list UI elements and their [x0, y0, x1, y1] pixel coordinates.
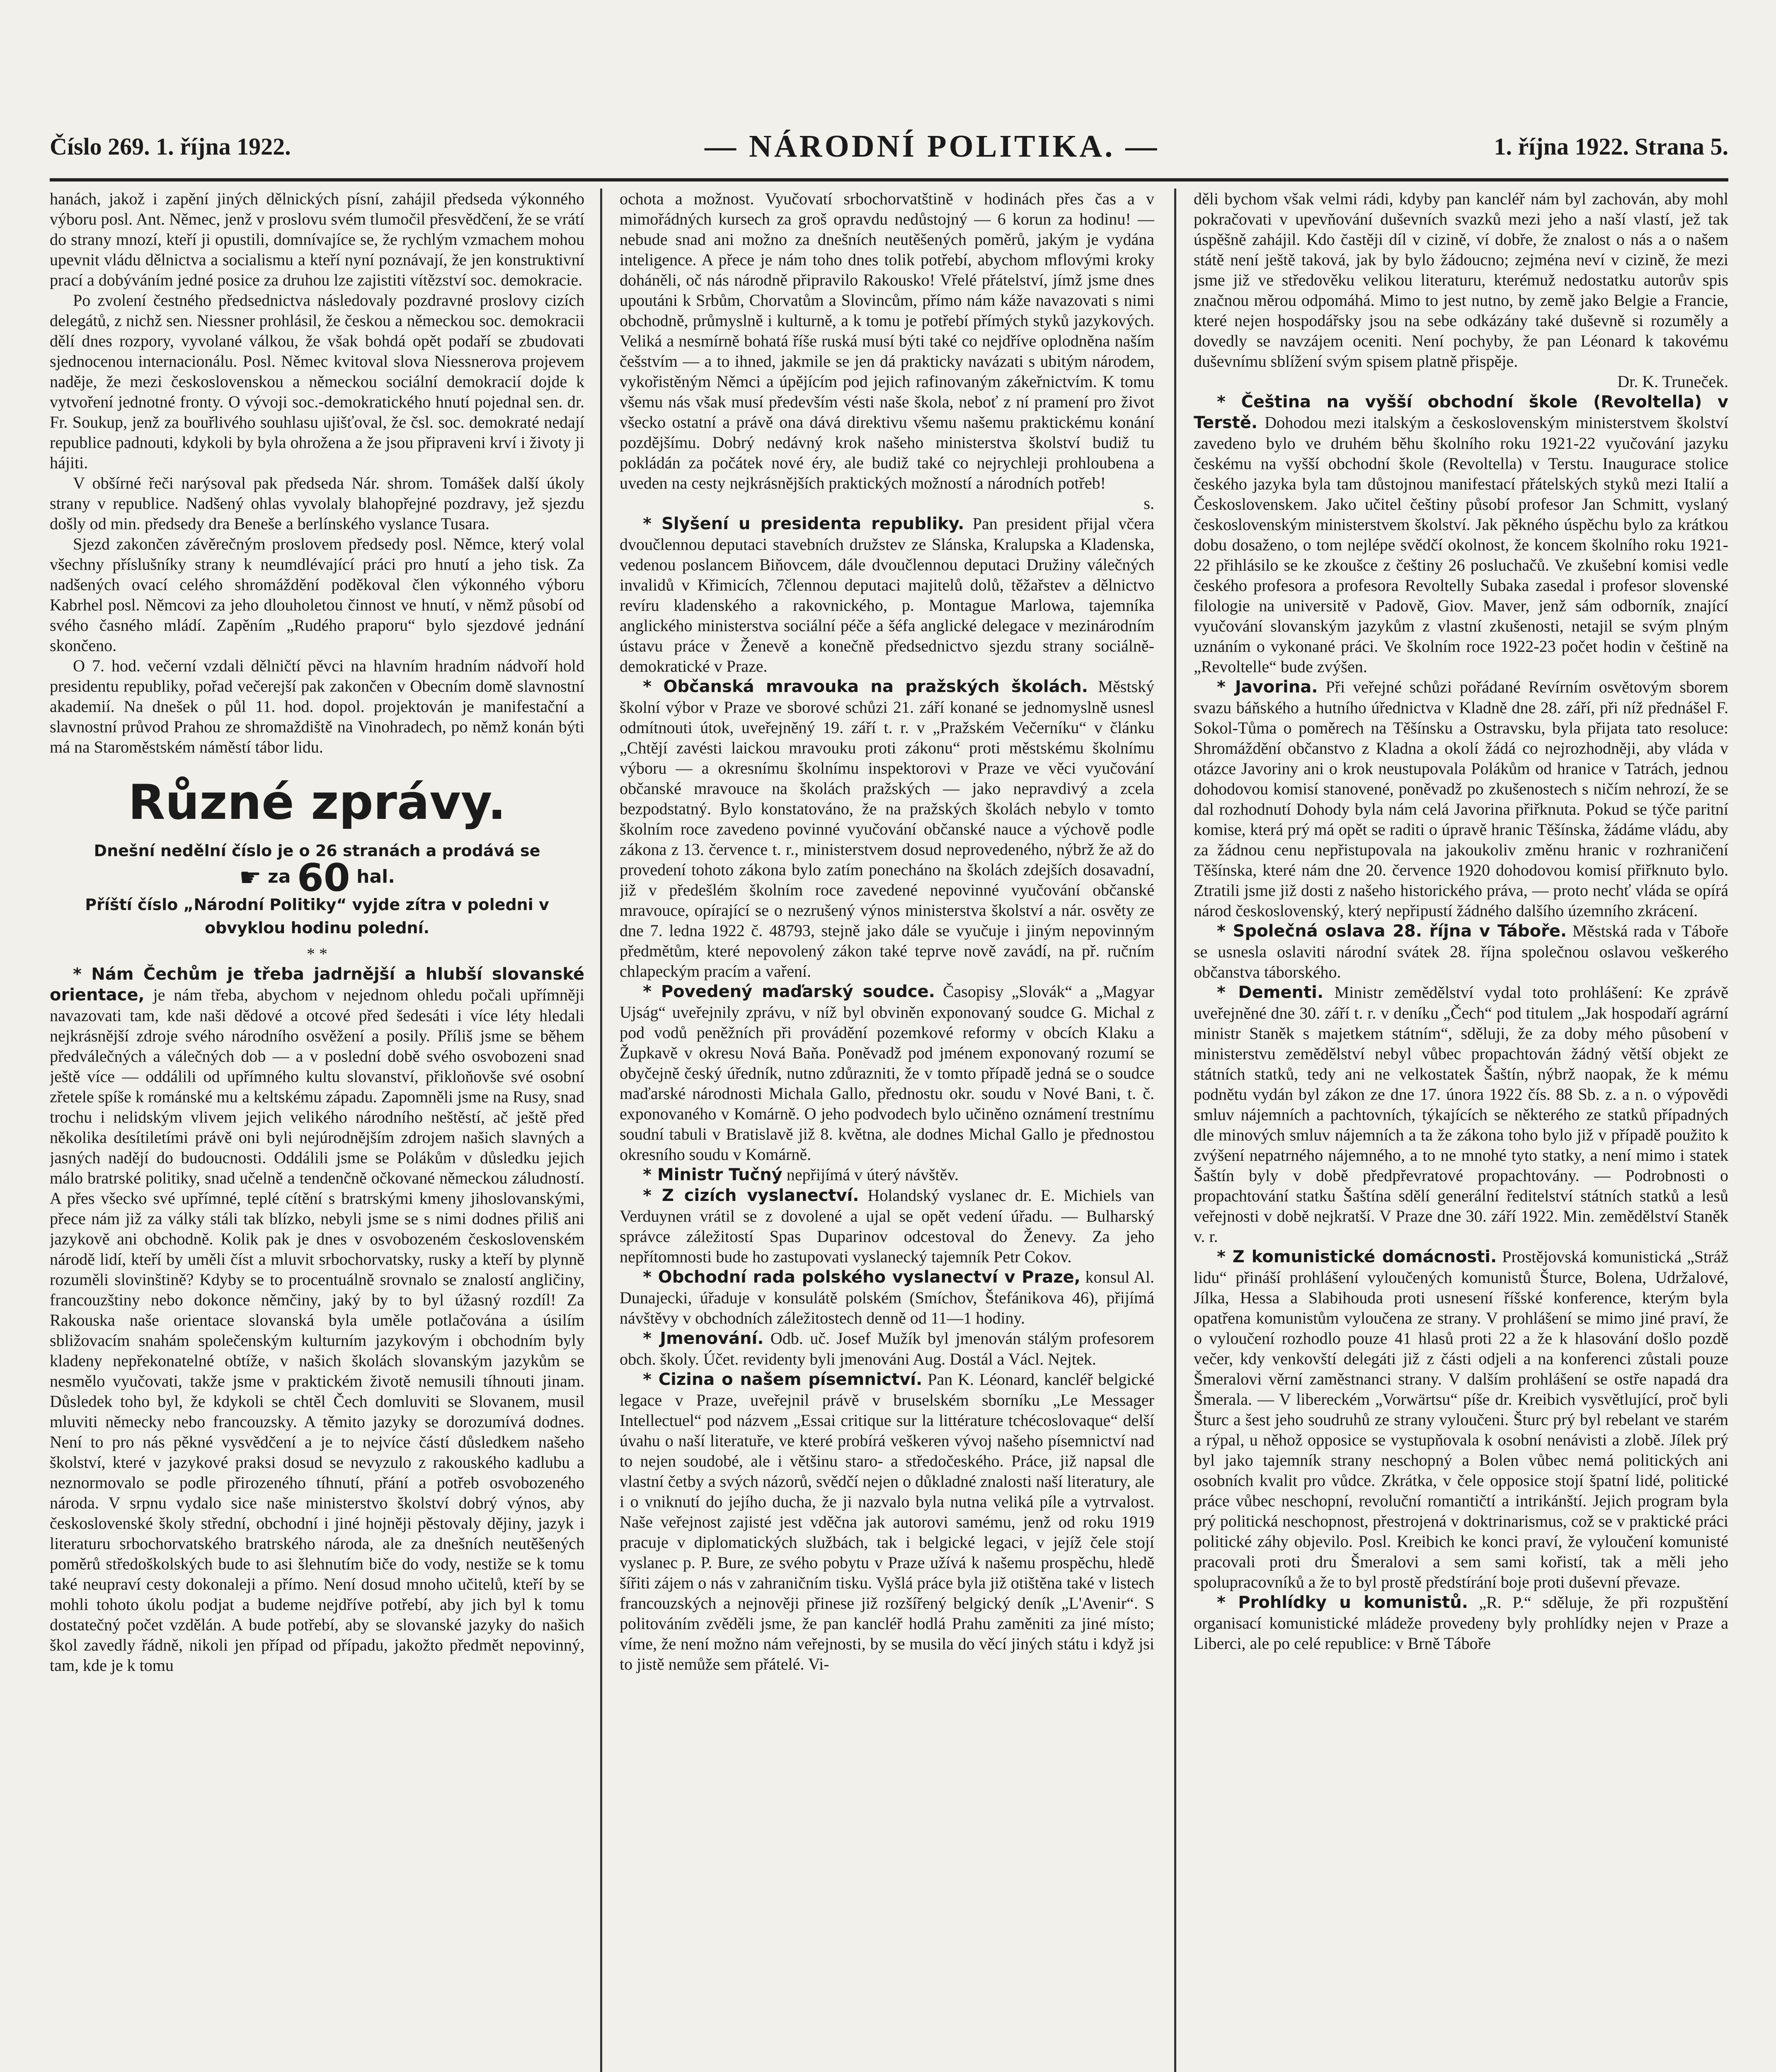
news-body: Dohodou mezi italským a československým ministerstvem školství zavedeno bylo ve druhém běhu školního roku 1921-22 vyučování jazyku českému na vyšší obchodní škole (Revoltella) v Terstu. Inaugurace stolice českého jazyka byla tam důstojnou manifestací přátelských styků mezi Italií a Československem. Jako učitel češtiny působí profesor Jan Schmitt, vyslaný československým ministerstvem školství. Jak pěkného úspěchu bylo za krátkou dobu dosaženo, o tom nejlépe svědčí okolnost, že koncem školního roku 1921-22 přihlásilo se ke zkoušce z češtiny 26 posluchačů. Ve zkušební komisi vedle českého profesora a profesora Revoltelly Subaka zasedal i profesor slovenské filologie na universitě v Padově, Giov. Maver, jenž sám odborník, znající vyučování slovanským jazykům z vlastní zkušenosti, netajil se svým plným uznáním o vykonané práci. Ve školním roce 1922-23 počet hodin v češtině na „Revoltelle“ bude zvýšen.: [1194, 413, 1728, 676]
news-body: Časopisy „Slovák“ a „Magyar Ujság“ uveřejnily zprávu, v níž byl obviněn exponovaný soudce G. Michal z pod vodů peněžních při provádění pozemkové reformy v obcích Klaku a Župkavě v okresu Nová Baňa. Poněvadž pod jménem exponovaný rozumí se obyčejně český úředník, nutno zdůrazniti, že v tomto případě jedná se o soudce maďarské národnosti Michala Gallo, přednostu okr. soudu v Nové Bani, t. č. exponovaného v Komárně. O jeho podvodech bylo učiněno oznámení trestnímu soudní tabuli v Bratislavě již 8. května, ale dodnes Michal Gallo je přednostou okresního soudu v Komárně.: [620, 982, 1154, 1164]
news-lead: * Ministr Tučný: [643, 1165, 783, 1184]
news-lead: * Povedený maďarský soudce.: [643, 982, 935, 1001]
masthead: — NÁRODNÍ POLITIKA. —: [705, 129, 1160, 164]
price-prefix: za: [268, 866, 291, 887]
separator: * *: [307, 944, 327, 963]
news-lead: * Z komunistické domácnosti.: [1217, 1247, 1497, 1266]
news-item: [620, 676, 1154, 981]
news-lead: * Nám Čechům je třeba jadrnější a hlubší slovanské orientace,: [50, 964, 584, 1005]
news-body: Při veřejné schůzi pořádané Revírním osvětovým sborem svazu báňského a hutního úřednictva v Kladně dne 28. září, při níž přednášel F. Sokol-Tůma o poměrech na Těšínsku a Ostravsku, byla přijata tato resoluce: Shromáždění občanstvo z Kladna a okolí žádá co nejrozhodněji, aby vláda v otázce Javoriny ani o krok neustupovala Polákům od hranice v Tatrách, jednou dohodovou komisí stanovené, poněvadž po zkušenostech s ničím nehrozí, že se dal rozhodnutí Dohody byla nám celá Javorina přiřknuta. Pokud se týče paritní komise, která prý má opět se raditi o úpravě hranic Těšínska, žádáme vládu, aby za žádnou cenu nepřistupovala na jakoukoliv změnu hranic v rozhraničení Těšínska, které nám dne 20. července 1920 dohodovou komisí přiřknuto bylo. Ztratili jsme již dosti z našeho historického práva, — proto nechť vláda se opírá národ československý, který nepřipustí žádného dalšího územního zkrácení.: [1194, 678, 1728, 920]
price-line: [50, 855, 584, 900]
article-paragraph: ochota a možnost. Vyučovatí srbochorvatštině v hodinách přes čas a v mimořádných kursech za groš opravdu nedůstojný — 6 korun za hodinu! — nebude snad ani možno za dnešních neutěšených poměrů, jakým je vydána inteligence. A přece je nám toho dnes tolik potřebí, abychom mflovými kroky doháněli, oč nás národně připravilo Rakousko! Vřelé přátelství, jímž jsme dnes upoutáni k Srbům, Chorvatům a Slovincům, přímo nám káže navazovati s nimi obchodně, průmyslně i kulturně, a k tomu je potřebí přímých styků jazykových. Veliká a nesmírně bohatá říše ruská musí býti také co nejdříve oplodněna naším češstvím — a to ihned, jakmile se jen dá prakticky navázati s ubitým národem, vykořistěným Němci a úpějícím pod jejich rafinovaným zákeřnictvím. K tomu všemu nás však musí především vésti naše škola, neboť z ní pramení pro život všecko ostatní a právě ona dává direktivu všemu našemu praktickému konání pozdějšímu. Dobrý nedávný krok našeho ministerstva školství budiž tu pokládán za počátek nové éry, ale budiž také co nejrychleji prohloubena a uveden na cesty nejkrásnějších praktických možností a národních potřeb!: [620, 189, 1154, 492]
column-2: [620, 189, 1154, 2072]
article-paragraph: Sjezd zakončen závěrečným proslovem předsedy posl. Němce, který volal všechny příslušníky strany k neumdlévající práci pro hnutí a jeho tisk. Za nadšených ovací celého shromáždění poděkoval člen výkonného výboru Kabrhel posl. Němcovi za jeho dlouholetou činnost ve hnutí, v němž působí od svého časného mládí. Zapěním „Rudého praporu“ bylo sjezdové jednání skončeno.: [50, 535, 584, 655]
news-body: Městský školní výbor v Praze ve sborové schůzi 21. září konané se jednomyslně usnesl odmítnouti útok, uveřejněný 19. září t. r. v „Pražském Večerníku“ v článku „Chtějí zavésti laickou mravouku proti zákonu“ proti městskému školnímu výboru — a okresnímu školnímu inspektorovi v Praze ve věci vyučování občanské mravouce na školách pražských — jako nepravdivý a zcela bezpodstatný. Bylo konstatováno, že na pražských školách nebylo v tomto školním roce zavedeno povinné vyučování občanské nauce a výchově podle zákona z 13. července t. r., ministerstvem dosud neprovedeného, nýbrž že až do provedení tohoto zákona bylo zatím ponecháno na školách zdejších dosavadní, již v předešlém školním roce zavedené nepovinné vyučování občanské mravouce, opírající se o nezrušený výnos ministerstva školství a nár. osvěty ze dne 7. ledna 1922 č. 48793, stejně jako dále se vyučuje i jiným nepovinným předmětům, které nepovolený zákon také teprve nově zavádí, na př. ručním chlapeckým pracím a vaření.: [620, 677, 1154, 980]
article-paragraph: Po zvolení čestného předsednictva následovaly pozdravné proslovy cizích delegátů, z nichž sen. Niessner prohlásil, že českou a německou soc. demokracii dělí dnes rozpory, vyvolané válkou, že však bohdá opět podaří se zbudovati sjednocenou internacionálu. Posl. Němec kvitoval slova Niessnerova projevem naděje, že mezi československou a německou sociální demokracií dojde k vytvoření jednotné fronty. O vývoji soc.-demokratického hnutí pojednal sen. dr. Fr. Soukup, jenž za bouřlivého souhlasu ujišťoval, že čsl. soc. demokraté nedají republice padnouti, kdykoli by byla ohrožena a že jsou připraveni krví i životy ji hájiti.: [50, 291, 584, 472]
news-lead: * Javorina.: [1217, 678, 1318, 697]
news-lead: * Z cizích vyslanectví.: [643, 1186, 859, 1205]
news-item: [1194, 921, 1728, 982]
article-columns: [50, 189, 1728, 2072]
article-paragraph: V obšírné řeči narýsoval pak předseda Nár. shrom. Tomášek další úkoly strany v republice. Nadšený ohlas vyvolaly blahopřejné pozdravy, jež sjezdu došly od min. předsedy dra Beneše a berlínského vyslance Tusara.: [50, 474, 584, 533]
news-item: [620, 1267, 1154, 1328]
news-lead: * Občanská mravouka na pražských školách.: [643, 677, 1088, 696]
edition-notice: Dnešní nedělní číslo je o 26 stranách a prodává se: [94, 842, 540, 860]
article-paragraph: hanách, jakož i zapění jiných dělnických písní, zahájil předseda výkonného výboru posl. Ant. Němec, jenž v proslovu svém tlumočil přesvědčení, že se vrátí do strany mnozí, kteří ji opustili, domnívajíce se, že rychlým vzmachem mohou upevnit vládu dělnictva a socialismu a kteří nyní poznávají, že jen konstruktivní prací a dobýváním jedné posice za druhou lze zajistiti vítězství soc. demokracie.: [50, 189, 584, 289]
news-item: [1194, 392, 1728, 677]
news-body: Prostějovská komunistická „Stráž lidu“ přináší prohlášení vyloučených komunistů Šturce, Bolena, Udržalové, Jílka, Hessa a Slabihouda proti usnesení říšské konference, kterým byla opatřena komunistům vyloučena ze strany. V prohlášení se mimo jiné praví, že o vyloučení rozhodlo pouze 41 hlasů proti 22 a že k hlasování došlo pozdě večer, kdy venkovští delegáti již z části odjeli a na konferenci zůstali pouze Šmeralovi věrní zaměstnanci strany. V dalším prohlášení se ostře napadá dra Šmerala. — V libereckém „Vorwärtsu“ píše dr. Kreibich vysvětlující, proč byli Šturc a šest jeho soudruhů ze strany vyloučeni. Šturc prý byl rebelant ve starém a rýpal, u něhož opposice se vystupňovala k osobní nenávisti a zlobě. Jílek prý byl jako tajemník strany neschopný a Bolen vůbec nemá politických ani osobních kvalit pro vůdce. Zkrátka, v čele opposice stojí špatní lidé, politické práce vůbec neschopní, revoluční romantičtí a intrikánští. Jejich program byla prý politická neschopnost, přestrojená v doktrinarismus, což se v praktické práci politické záhy objevilo. Posl. Kreibich ke konci praví, že vyloučení komunisté pracovali proti dru Šmeralovi a sem sami kořistí, tak a měli jeho spolupracovníků a že to byl prostě předstírání boje proti duševní převaze.: [1194, 1247, 1728, 1591]
news-item: [50, 964, 584, 1675]
news-item: [620, 1185, 1154, 1267]
news-body: konsul Al. Dunajecki, úřaduje v konsulátě polském (Smíchov, Štefánikova 46), přijímá návštěvy v obchodních záležitostech denně od 11—1 hodiny.: [620, 1268, 1154, 1327]
news-item: [620, 513, 1154, 676]
column-3: [1194, 189, 1728, 2072]
price-suffix: hal.: [356, 866, 395, 887]
article-paragraph: děli bychom však velmi rádi, kdyby pan kancléř nám byl zachován, aby mohl pokračovati v upevňování duševních svazků mezi jeho a naší vlastí, jež tak úspěšně zahájil. Kdo častěji díl v cizině, ví dobře, že znalost o nás a o našem státě není ještě taková, jak by bylo žádoucno; zejména neví v cizině, že mezi jsme již ve středověku velikou literaturu, kterémuž nedostatku autorův spis značnou měrou odpomáhá. Mimo to jest nutno, by země jako Belgie a Francie, které nejen hospodářsky jsou na sebe odkázány také duševně si rozuměly a dovedly se navzájem oceniti. Není pochyby, že pan Léonard k takovému duševnímu sblížení svým spisem platně přispěje.: [1194, 189, 1728, 370]
news-lead: * Slyšení u presidenta republiky.: [643, 514, 964, 533]
article-paragraph: O 7. hod. večerní vzdali dělničtí pěvci na hlavním hradním nádvoří hold presidentu republiky, pořad večerejší pak zakončen v Obecním domě slavnostní akademií. Na dnešek o půl 11. hod. dopol. projektován je manifestační a slavnostní průvod Prahou ze shromaždiště na Vinohradech, po němž konán býti má na Staroměstském náměstí tábor lidu.: [50, 656, 584, 756]
article-signature: Dr. K. Truneček.: [1617, 372, 1728, 391]
news-lead: * Dementi.: [1217, 983, 1324, 1002]
column-rule: [1174, 189, 1176, 2072]
issue-number-date: Číslo 269. 1. října 1922.: [50, 133, 291, 160]
page-number: 1. října 1922. Strana 5.: [1494, 133, 1728, 160]
news-body: je nám třeba, abychom v nejednom ohledu počali upřímněji navazovati tam, kde naši dědové a otcové před šedesáti i více léty hledali nejkrásnější zdroje svého národního osvěžení a posily. Příliš jsme se během předválečných a válečných dob — a v poslední době svého osvobozeni snad ještě více — oddálili od upřímného kultu slovanství, přikloňovše své osobní zřetele spíše k románské mu a keltskému západu. Zapomněli jsme na Rusy, snad trochu i nelidským vlivem jejich velikého národního neštěstí, ač ještě před několika desítiletími právě oni byli nejúrodnějším zdrojem našich slavných a jasných nadějí do budoucnosti. Oddálili jsme se Polákům v důsledku jejich málo bratrské politiky, snad učelně a tendenčně očkované německou záludností. A přes všecko své upřímné, teplé cítění s bratrskými kmeny jihoslovanskými, přece nám již za války stáli tak blízko, nebyli jsme se s nimi dodnes přiliš ani jazykově ani obchodně. Kolik pak je dnes v osvobozeném československém národě lidí, kteří by uměli číst a mluvit srbochorvatsky, rusky a kteří by plynně rozuměli slovinštině? Kdyby se to procentuálně srovnalo se znalostí angličiny, francouzštiny nebo dokonce němčiny, jaký by to byl úžasný rozdíl! Za Rakouska naše orientace slovanská byla uměle potlačována a úsilím sbližovacím snahám společenským kulturním jazykovým i obchodním byly kladeny nepřekonatelné obtíže, v našich školách slovanským jazykům se nesmělo vyučovati, takže jsme v praktickém životě nemusili tíhnouti jinam. Důsledek toho byl, že kdykoli se chtěl Čech domluviti se Slovanem, musil mluviti německy nebo francouzsky. A těmito jazyky se dorozumívá dodnes. Není to pro nás pěkné vysvědčení a je to nejvíce částí důsledkem našeho školství, které v jazykové praksi dosud se nevyzulo z rakouského kadlubu a neznormovalo se podle přirozeného tíhnutí, přání a potřeb osvobozeného národa. V srpnu vydalo sice naše ministerstvo školství dobrý výnos, aby československé školy střední, obchodní i jiné hojněji pěstovaly dějiny, jazyk i literaturu srbochorvatského bratrského národa, ale za dnešních neutěšených poměrů středoškolských bude to asi šlehnutím biče do vody, nestiže se k tomu také neupraví cesty dokonaleji a přímo. Není dosud mnoho učitelů, kteří by se mohli tohoto úkolu podjat a budeme nejdříve potřebí, aby jich byl k tomu dostatečný počet vzdělán. A bude potřebí, aby se slovanské jazyky do našich škol zavedly řádně, nikoli jen případ od případu, jakožto předmět nepovinný, tam, kde je k tomu: [50, 985, 584, 1675]
column-rule: [600, 189, 602, 2072]
news-item: [620, 1164, 1154, 1185]
news-item: [1194, 677, 1728, 921]
page-header: [50, 124, 1728, 182]
news-body: Odb. uč. Josef Mužík byl jmenován stálým profesorem obch. školy. Účet. revidenty byli jmenováni Aug. Dostál a Václ. Nejtek.: [620, 1329, 1154, 1368]
news-body: „R. P.“ sděluje, že při rozpuštění organisací komunistické mládeže provedeny byly prohlídky nejen v Praze a Liberci, ale po celé republice: v Brně Táboře: [1194, 1593, 1728, 1653]
price-value: 60: [297, 855, 350, 900]
column-1: [50, 189, 584, 2072]
news-lead: * Čeština na vyšší obchodní škole (Revoltella) v Terstě.: [1194, 392, 1728, 432]
news-item: [1194, 1247, 1728, 1592]
article-signature: s.: [1144, 494, 1154, 513]
news-body: Holandský vyslanec dr. E. Michiels van Verduynen vrátil se z dovolené a ujal se opět vedení úřadu. — Bulharský správce záležitostí Spas Duparinov odcestoval do Ženevy. Za jeho nepřítomnosti bude ho zastupovati vyslanecký tajemník Petr Cokov.: [620, 1186, 1154, 1266]
news-item: [620, 1369, 1154, 1674]
news-lead: * Jmenování.: [643, 1329, 764, 1348]
news-item: [1194, 982, 1728, 1247]
news-lead: * Společná oslava 28. října v Táboře.: [1217, 922, 1567, 941]
section-heading: Různé zprávy.: [128, 775, 506, 830]
news-item: [1194, 1592, 1728, 1653]
news-body: Pan K. Léonard, kancléř belgické legace v Praze, uveřejnil právě v bruselském sborníku „Le Messager Intellectuel“ pod názvem „Essai critique sur la littérature tchécoslovaque“ delší úvahu o naší literatuře, ve které probírá veškeren vývoj našeho písemnictví nad to nejen soudobé, ale i většinu staro- a středočeského. Práce, již napsal dle vlastní četby a svých názorů, svědčí nejen o důkladné znalosti naší literatury, ale i o vniknutí do jejího ducha, že ji nazvalo byla nutna veliká píle a vytrvalost. Naše veřejnost zajisté jest vděčna jak autorovi samému, jenž od roku 1919 pracuje v diplomatických službách, tak i belgické legaci, v jejíž čele stojí vyslanec p. P. Bure, ze svého pobytu v Praze užívá k našemu prospěchu, hledě šířiti zájem o nás v zahraničním tisku. Vyšlá práce byla již otištěna také v listech francouzských a nejnověji přinese již rozšířený belgický deník „L'Avenir“. S politováním zvěděli jsme, že pan kancléř hodlá Prahu zaměniti za jiné místo; víme, že není možno nám veřejnosti, by se musila do věcí jiných státu i když jsi to jistě nemůže sem přátelé. Vi-: [620, 1370, 1154, 1673]
news-lead: * Obchodní rada polského vyslanectví v Praze,: [643, 1268, 1081, 1287]
news-item: [620, 1328, 1154, 1369]
news-body: Pan president přijal včera dvoučlennou deputaci stavebních družstev ze Slánska, Kralupska a Kladenska, vedenou poslancem Biňovcem, dále dvoučlennou deputaci Družiny válečných invalidů v Křimicích, 7člennou deputaci majitelů dolů, těžařstev a dělnictvo revíru kladenského a rakovnického, p. Montague Marlowa, tajemníka anglického ministerstva sociální péče a šéfa anglické delegace v mezinárodním ústavu práce v Ženevě a konečně předsednictvo sjezdu strany sociálně-demokratické v Praze.: [620, 514, 1154, 675]
news-body: Ministr zemědělství vydal toto prohlášení: Ke zprávě uveřejněné dne 30. září t. r. v deníku „Čech“ pod titulem „Jak hospodaří agrární ministr Staněk s majetkem státním“, sděluji, že za doby mého působení v ministerstvu zemědělství nebyl vůbec propachtován žádný větší objekt ze státních statků, tedy ani ne velkostatek Šaštín, nýbrž naopak, že k mému podnětu vydán byl zákon ze dne 17. února 1922 čís. 88 Sb. z. a n. o výpovědi smluv nájemních a pachtovních, týkajících se některého ze statků případných dle minových smluv nájemních a ta že zákona toho bylo již v případě použito k zvýšení nepatrného nájemného, a to ne mnohé tyto statky, a není mimo i statek Šaštín byly v době předpřevratové propachtovány. — Podrobnosti o propachtování statku Šaštína sdělí generální ředitelství státních statků a lesů veřejnosti v době nejkratší. V Praze dne 30. září 1922. Min. zemědělství Staněk v. r.: [1194, 983, 1728, 1246]
news-lead: * Prohlídky u komunistů.: [1217, 1593, 1468, 1612]
news-body: nepřijímá v úterý návštěv.: [782, 1165, 959, 1184]
next-issue-notice: Příští číslo „Národní Politiky“ vyjde zítra v poledni v obvyklou hodinu polední.: [85, 895, 549, 937]
news-lead: * Cizina o našem písemnictví.: [643, 1370, 923, 1389]
news-body: Městská rada v Táboře se usnesla oslaviti národní svátek 28. října společnou oslavou veškerého občanstva táborského.: [1194, 922, 1728, 981]
pointing-hand-icon: ☛: [239, 863, 262, 892]
news-item: [620, 981, 1154, 1164]
